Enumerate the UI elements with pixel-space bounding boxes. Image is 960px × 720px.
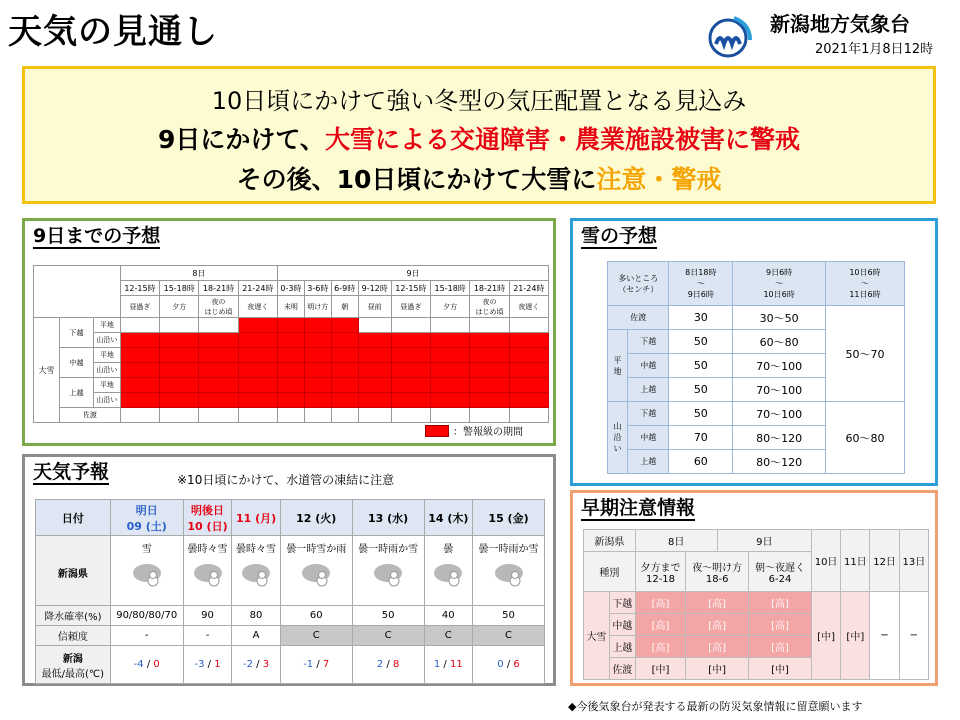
period-cell (238, 318, 277, 333)
period-cell (470, 408, 509, 423)
reliability: A (232, 626, 281, 646)
level-cell: [高] (686, 592, 749, 614)
panel-title: 天気予報 (33, 461, 110, 483)
issue-date: 2021年1月8日12時 (815, 42, 934, 57)
weather-icon (428, 557, 468, 591)
temperature: -3 / 1 (183, 646, 232, 684)
period-cell (509, 348, 548, 363)
level-cell: [高] (749, 614, 812, 636)
period-cell (358, 408, 391, 423)
region-label: 下越 (60, 318, 94, 348)
period-cell (277, 333, 304, 348)
period-cell (431, 318, 470, 333)
level-cell: [高] (635, 592, 686, 614)
period-cell (391, 408, 430, 423)
period-cell (470, 348, 509, 363)
category-label: 大雪 (584, 592, 610, 680)
period-cell (470, 318, 509, 333)
time-slot: 21-24時 (238, 281, 277, 296)
period-cell (277, 363, 304, 378)
period-cell (160, 363, 199, 378)
level-cell: [中] (686, 658, 749, 680)
day-header: 13 (水) (352, 500, 424, 536)
period-cell (238, 363, 277, 378)
period-cell (431, 333, 470, 348)
region-label: 佐渡 (609, 658, 635, 680)
period-cell (431, 378, 470, 393)
time-slot: 15-18時 (160, 281, 199, 296)
period-cell (331, 348, 358, 363)
weather-icon (489, 557, 529, 591)
period-cell (431, 408, 470, 423)
warning-period-table: 8日 9日 12-15時 15-18時 18-21時 21-24時 0-3時 3-6時 6-9時 9-12時 12-15時 15-18時 18-21時 21-24時 昼過ぎ 夕方 夜の はじめ頃 夜遅く 未明 明け方 朝 昼前 昼過ぎ 夕方 夜の はじめ頃 夜遅く 大雪 下越 平地 山沿い 中越 平地 山沿い 上越 平地 山沿い 佐渡 (33, 265, 549, 423)
time-slot: 9-12時 (358, 281, 391, 296)
period-cell (120, 378, 159, 393)
reliability: C (424, 626, 473, 646)
period-cell (120, 408, 159, 423)
period-label: 夜の はじめ頃 (199, 296, 238, 318)
period-cell (509, 363, 548, 378)
region-label: 佐渡 (60, 408, 121, 423)
precip-prob: 60 (280, 606, 352, 626)
period-cell (391, 363, 430, 378)
precip-prob: 40 (424, 606, 473, 626)
footer-note: ◆今後気象台が発表する最新の防災気象情報に留意願います (568, 700, 863, 713)
period-cell (304, 363, 331, 378)
time-slot: 6-9時 (331, 281, 358, 296)
zone-label: 平地 (94, 378, 121, 393)
temperature: 2 / 8 (352, 646, 424, 684)
time-slot: 15-18時 (431, 281, 470, 296)
zone-label: 山沿い (94, 363, 121, 378)
period-cell (509, 378, 548, 393)
period-cell (358, 333, 391, 348)
period-cell (160, 393, 199, 408)
category-label: 大雪 (34, 318, 60, 423)
period-cell (238, 333, 277, 348)
level-cell: [高] (686, 614, 749, 636)
period-label: 夕方 (431, 296, 470, 318)
period-cell (358, 348, 391, 363)
snow-table: 多いところ （センチ） 8日18時 〜 9日6時 9日6時 〜 10日6時 10日6時 〜 11日6時 佐渡 30 30〜50 50〜70 平 地 下越 50 60〜80 中越 50 70〜100 上越 50 70〜100 山 沿 い 下越 50 70〜100 60〜80 中越 70 80〜120 上越 60 80〜120 (607, 261, 905, 474)
reliability: C (352, 626, 424, 646)
period-cell (160, 333, 199, 348)
day-header: 明日 09 (土) (110, 500, 183, 536)
time-slot: 0-3時 (277, 281, 304, 296)
weather-icon (368, 557, 408, 591)
headline-line2: 9日にかけて、大雪による交通障害・農業施設被害に警戒 (158, 125, 800, 154)
zone-label: 平地 (94, 318, 121, 333)
headline-box (22, 66, 936, 204)
period-cell (199, 348, 238, 363)
period-cell (277, 318, 304, 333)
period-cell (331, 408, 358, 423)
precip-prob: 80 (232, 606, 281, 626)
period-label: 昼前 (358, 296, 391, 318)
period-cell (431, 363, 470, 378)
period-cell (509, 408, 548, 423)
period-cell (331, 333, 358, 348)
temperature: 0 / 6 (473, 646, 545, 684)
period-cell (470, 333, 509, 348)
period-cell (120, 333, 159, 348)
level-cell: [中] (749, 658, 812, 680)
period-cell (509, 393, 548, 408)
temperature: -1 / 7 (280, 646, 352, 684)
period-label: 夜遅く (238, 296, 277, 318)
agency-name: 新潟地方気象台 (770, 12, 910, 36)
period-label: 夜遅く (509, 296, 548, 318)
panel-title: 早期注意情報 (581, 497, 696, 519)
zone-label: 山沿い (94, 393, 121, 408)
level-cell: [高] (749, 592, 812, 614)
weather-forecast-panel (22, 454, 556, 686)
period-cell (199, 393, 238, 408)
headline-line1: 10日頃にかけて強い冬型の気圧配置となる見込み (211, 87, 747, 115)
period-label: 夜の はじめ頃 (470, 296, 509, 318)
day-header: 15 (金) (473, 500, 545, 536)
period-cell (331, 318, 358, 333)
panel-title: 9日までの予想 (33, 225, 161, 247)
period-cell (238, 408, 277, 423)
period-cell (391, 378, 430, 393)
period-label: 夕方 (160, 296, 199, 318)
day-header: 明後日 10 (日) (183, 500, 232, 536)
period-label: 昼過ぎ (391, 296, 430, 318)
period-cell (509, 318, 548, 333)
reliability: - (110, 626, 183, 646)
weather-cell: 曇一時雪か雨 (280, 536, 352, 606)
period-cell (304, 318, 331, 333)
precip-prob: 50 (352, 606, 424, 626)
level-cell: [高] (635, 636, 686, 658)
forecast-until-9th-panel (22, 218, 556, 446)
period-cell (431, 393, 470, 408)
time-slot: 12-15時 (120, 281, 159, 296)
headline-line3: その後、10日頃にかけて大雪に注意・警戒 (236, 165, 722, 194)
period-cell (304, 408, 331, 423)
reliability: C (473, 626, 545, 646)
day-header: 11 (月) (232, 500, 281, 536)
early-warning-panel (570, 490, 938, 686)
period-cell (160, 378, 199, 393)
temperature: -2 / 3 (232, 646, 281, 684)
period-cell (358, 393, 391, 408)
period-cell (358, 318, 391, 333)
temperature: -4 / 0 (110, 646, 183, 684)
day-header: 12 (火) (280, 500, 352, 536)
period-cell (391, 333, 430, 348)
region-label: 上越 (609, 636, 635, 658)
period-cell (304, 348, 331, 363)
period-cell (199, 318, 238, 333)
period-label: 朝 (331, 296, 358, 318)
weather-cell: 曇 (424, 536, 473, 606)
period-cell (120, 393, 159, 408)
period-cell (238, 348, 277, 363)
period-cell (391, 318, 430, 333)
time-slot: 12-15時 (391, 281, 430, 296)
level-cell: [高] (749, 636, 812, 658)
period-cell (470, 378, 509, 393)
period-cell (160, 318, 199, 333)
period-cell (331, 393, 358, 408)
region-label: 上越 (60, 378, 94, 408)
period-label: 昼過ぎ (120, 296, 159, 318)
period-label: 明け方 (304, 296, 331, 318)
period-cell (238, 393, 277, 408)
region-label: 中越 (60, 348, 94, 378)
weather-note: ※10日頃にかけて、水道管の凍結に注意 (177, 473, 395, 487)
precip-prob: 50 (473, 606, 545, 626)
reliability: - (183, 626, 232, 646)
weather-cell: 曇時々雪 (183, 536, 232, 606)
page-title: 天気の見通し (8, 12, 218, 52)
period-cell (120, 348, 159, 363)
period-cell (358, 378, 391, 393)
snow-forecast-panel (570, 218, 938, 486)
level-cell: − (870, 592, 899, 680)
level-cell: [高] (686, 636, 749, 658)
period-cell (470, 363, 509, 378)
time-slot: 3-6時 (304, 281, 331, 296)
period-cell (509, 333, 548, 348)
period-cell (277, 408, 304, 423)
level-cell: [中] (841, 592, 870, 680)
period-cell (160, 408, 199, 423)
period-cell (331, 378, 358, 393)
weather-cell: 雪 (110, 536, 183, 606)
reliability: C (280, 626, 352, 646)
period-cell (199, 333, 238, 348)
period-cell (391, 348, 430, 363)
period-cell (304, 393, 331, 408)
period-cell (304, 378, 331, 393)
period-cell (277, 378, 304, 393)
period-cell (199, 408, 238, 423)
period-cell (304, 333, 331, 348)
period-cell (160, 348, 199, 363)
region-label: 下越 (609, 592, 635, 614)
period-cell (277, 348, 304, 363)
period-cell (120, 363, 159, 378)
panel-title: 雪の予想 (581, 225, 658, 247)
day-header: 14 (木) (424, 500, 473, 536)
period-cell (120, 318, 159, 333)
weather-cell: 曇時々雪 (232, 536, 281, 606)
period-cell (470, 393, 509, 408)
region-label: 中越 (609, 614, 635, 636)
early-warning-table: 新潟県 8日 9日 10日 11日 12日 13日 種別 夕方まで 12-18 夜〜明け方 18-6 朝〜夜遅く 6-24 大雪 下越 [高] [高] [高] [中] [中] − − 中越 [高] [高] [高] 上越 [高] [高] [高] 佐渡 [中] [中] [中] (583, 529, 929, 680)
level-cell: [高] (635, 614, 686, 636)
zone-label: 平地 (94, 348, 121, 363)
zone-label: 山沿い (94, 333, 121, 348)
weather-icon (188, 557, 228, 591)
jma-logo-icon (706, 14, 754, 58)
time-slot: 18-21時 (470, 281, 509, 296)
level-cell: [中] (635, 658, 686, 680)
period-cell (238, 378, 277, 393)
level-cell: − (899, 592, 928, 680)
legend-swatch (425, 425, 449, 437)
level-cell: [中] (811, 592, 840, 680)
precip-prob: 90 (183, 606, 232, 626)
weather-icon (296, 557, 336, 591)
weather-icon (236, 557, 276, 591)
weather-icon (127, 557, 167, 591)
period-cell (331, 363, 358, 378)
period-cell (199, 378, 238, 393)
weather-cell: 曇一時雨か雪 (473, 536, 545, 606)
temperature: 1 / 11 (424, 646, 473, 684)
period-cell (199, 363, 238, 378)
time-slot: 18-21時 (199, 281, 238, 296)
legend: ：警報級の期間 (425, 423, 523, 438)
precip-prob: 90/80/80/70 (110, 606, 183, 626)
time-slot: 21-24時 (509, 281, 548, 296)
weather-cell: 曇一時雨か雪 (352, 536, 424, 606)
period-cell (277, 393, 304, 408)
period-label: 未明 (277, 296, 304, 318)
period-cell (391, 393, 430, 408)
weekly-forecast-table: 日付 明日 09 (土) 明後日 10 (日) 11 (月) 12 (火) 13 (水) 14 (木) 15 (金) 新潟県 雪 曇時々雪 曇時々雪 曇一時雪か雨 曇一時雨か雪 曇 曇一時雨か雪 降水確率(%) 90/80/80/70 90 80 60 50 40 50 信頼度 - - A C C C C 新潟 最低/最高(℃) -4 / 0 -3 / 1 -2 / 3 -1 / 7 2 / 8 1 / 11 0 / 6 (35, 499, 545, 684)
period-cell (358, 363, 391, 378)
period-cell (431, 348, 470, 363)
